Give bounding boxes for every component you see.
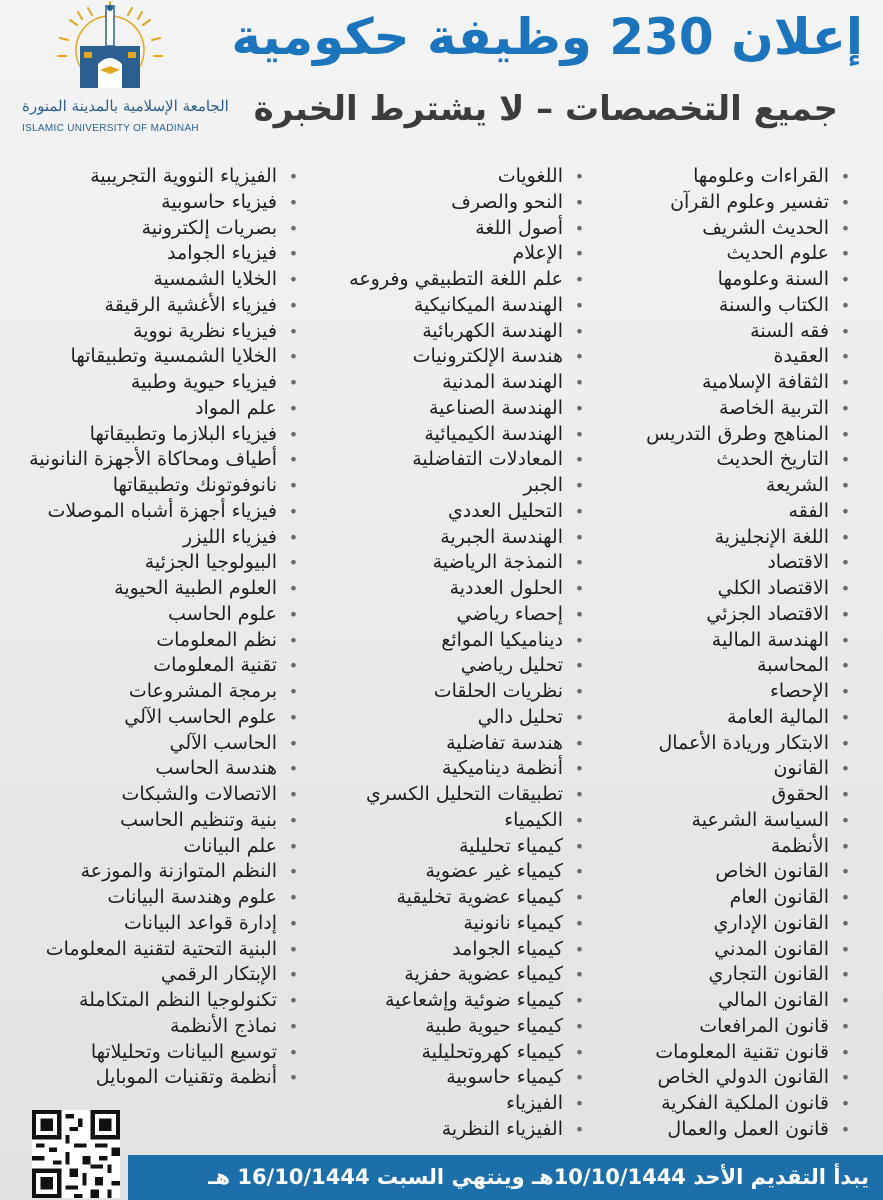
list-item: • القانون الإداري	[593, 911, 853, 937]
list-item: • إدارة قواعد البيانات	[5, 911, 301, 937]
list-item: • الإعلام	[287, 241, 587, 267]
list-item: • تحليل رياضي	[287, 653, 587, 679]
list-item: • القانون	[593, 756, 853, 782]
list-item: • برمجة المشروعات	[5, 679, 301, 705]
list-item: • الإحصاء	[593, 679, 853, 705]
specializations-column-left	[5, 164, 301, 1091]
list-item: • الحاسب الآلي	[5, 731, 301, 757]
list-item: • علم المواد	[5, 396, 301, 422]
list-item: • هندسة الحاسب	[5, 756, 301, 782]
list-item: • كيمياء كهروتحليلية	[287, 1040, 587, 1066]
qr-code-icon[interactable]	[32, 1110, 120, 1198]
list-item: • تفسير وعلوم القرآن	[593, 190, 853, 216]
list-item: • تحليل دالي	[287, 705, 587, 731]
list-item: • الحديث الشريف	[593, 216, 853, 242]
list-item: • هندسة الإلكترونيات	[287, 344, 587, 370]
list-item: • المعادلات التفاضلية	[287, 447, 587, 473]
list-item: • فيزياء نظرية نووية	[5, 319, 301, 345]
list-item: • السياسة الشرعية	[593, 808, 853, 834]
list-item: • فقه السنة	[593, 319, 853, 345]
list-item: • كيمياء الجوامد	[287, 937, 587, 963]
list-item: • تكنولوجيا النظم المتكاملة	[5, 988, 301, 1014]
list-item: • السنة وعلومها	[593, 267, 853, 293]
list-item: • الهندسة المدنية	[287, 370, 587, 396]
list-item: • تقنية المعلومات	[5, 653, 301, 679]
list-item: • الهندسة الكهربائية	[287, 319, 587, 345]
list-item: • التحليل العددي	[287, 499, 587, 525]
list-item: • القانون المالي	[593, 988, 853, 1014]
list-item: • البيولوجيا الجزئية	[5, 550, 301, 576]
list-item: • المالية العامة	[593, 705, 853, 731]
list-item: • قانون المرافعات	[593, 1014, 853, 1040]
university-logo	[22, 0, 229, 150]
list-item: • قانون الملكية الفكرية	[593, 1091, 853, 1117]
list-item: • التربية الخاصة	[593, 396, 853, 422]
list-item: • كيمياء غير عضوية	[287, 859, 587, 885]
list-item: • علم اللغة التطبيقي وفروعه	[287, 267, 587, 293]
list-item: • القانون الخاص	[593, 859, 853, 885]
list-item: • الاقتصاد الجزئي	[593, 602, 853, 628]
list-item: • بصريات إلكترونية	[5, 216, 301, 242]
list-item: • فيزياء البلازما وتطبيقاتها	[5, 422, 301, 448]
list-item: • كيمياء حاسوبية	[287, 1065, 587, 1091]
list-item: • القراءات وعلومها	[593, 164, 853, 190]
list-item: • أطياف ومحاكاة الأجهزة النانونية	[5, 447, 301, 473]
specializations-column-right	[593, 164, 853, 1143]
list-item: • إحصاء رياضي	[287, 602, 587, 628]
list-item: • القانون الدولي الخاص	[593, 1065, 853, 1091]
list-item: • النمذجة الرياضية	[287, 550, 587, 576]
list-item: • أنظمة وتقنيات الموبايل	[5, 1065, 301, 1091]
list-item: • نظم المعلومات	[5, 628, 301, 654]
list-item: • فيزياء الليزر	[5, 525, 301, 551]
list-item: • الفقه	[593, 499, 853, 525]
page-title: إعلان 230 وظيفة حكومية	[231, 8, 863, 66]
list-item: • علوم وهندسة البيانات	[5, 885, 301, 911]
list-item: • الهندسة الميكانيكية	[287, 293, 587, 319]
list-item: • كيمياء تحليلية	[287, 834, 587, 860]
list-item: • المحاسبة	[593, 653, 853, 679]
list-item: • الإبتكار الرقمي	[5, 962, 301, 988]
list-item: • الخلايا الشمسية وتطبيقاتها	[5, 344, 301, 370]
list-item: • القانون المدني	[593, 937, 853, 963]
list-item: • أصول اللغة	[287, 216, 587, 242]
list-item: • النحو والصرف	[287, 190, 587, 216]
specializations-column-middle	[287, 164, 587, 1143]
list-item: • التاريخ الحديث	[593, 447, 853, 473]
list-item: • الهندسة المالية	[593, 628, 853, 654]
list-item: • فيزياء حيوية وطبية	[5, 370, 301, 396]
list-item: • العقيدة	[593, 344, 853, 370]
list-item: • قانون تقنية المعلومات	[593, 1040, 853, 1066]
list-item: • اللغويات	[287, 164, 587, 190]
list-item: • أنظمة ديناميكية	[287, 756, 587, 782]
university-name-en: ISLAMIC UNIVERSITY OF MADINAH	[22, 123, 199, 134]
list-item: • الابتكار وريادة الأعمال	[593, 731, 853, 757]
list-item: • نانوفوتونك وتطبيقاتها	[5, 473, 301, 499]
list-item: • فيزياء أجهزة أشباه الموصلات	[5, 499, 301, 525]
list-item: • الجبر	[287, 473, 587, 499]
list-item: • كيمياء عضوية تخليقية	[287, 885, 587, 911]
list-item: • الاتصالات والشبكات	[5, 782, 301, 808]
list-item: • نظريات الحلقات	[287, 679, 587, 705]
list-item: • توسيع البيانات وتحليلاتها	[5, 1040, 301, 1066]
list-item: • الهندسة الصناعية	[287, 396, 587, 422]
list-item: • الحقوق	[593, 782, 853, 808]
list-item: • الفيزياء	[287, 1091, 587, 1117]
list-item: • الفيزياء النظرية	[287, 1117, 587, 1143]
list-item: • علم البيانات	[5, 834, 301, 860]
university-name-ar: الجامعة الإسلامية بالمدينة المنورة	[22, 97, 229, 115]
list-item: • الخلايا الشمسية	[5, 267, 301, 293]
list-item: • الثقافة الإسلامية	[593, 370, 853, 396]
list-item: • الاقتصاد	[593, 550, 853, 576]
application-dates-banner: يبدأ التقديم الأحد 10/10/1444هـ وينتهي السبت 16/10/1444 هـ	[128, 1155, 883, 1200]
list-item: • الكتاب والسنة	[593, 293, 853, 319]
list-item: • الاقتصاد الكلي	[593, 576, 853, 602]
list-item: • هندسة تفاضلية	[287, 731, 587, 757]
list-item: • بنية وتنظيم الحاسب	[5, 808, 301, 834]
list-item: • النظم المتوازنة والموزعة	[5, 859, 301, 885]
list-item: • كيمياء عضوية حفزية	[287, 962, 587, 988]
list-item: • فيزياء الجوامد	[5, 241, 301, 267]
list-item: • كيمياء ضوئية وإشعاعية	[287, 988, 587, 1014]
list-item: • الهندسة الكيميائية	[287, 422, 587, 448]
list-item: • الفيزياء النووية التجريبية	[5, 164, 301, 190]
list-item: • المناهج وطرق التدريس	[593, 422, 853, 448]
list-item: • علوم الحاسب	[5, 602, 301, 628]
list-item: • القانون التجاري	[593, 962, 853, 988]
list-item: • قانون العمل والعمال	[593, 1117, 853, 1143]
list-item: • القانون العام	[593, 885, 853, 911]
list-item: • كيمياء نانونية	[287, 911, 587, 937]
list-item: • علوم الحديث	[593, 241, 853, 267]
list-item: • الحلول العددية	[287, 576, 587, 602]
list-item: • الأنظمة	[593, 834, 853, 860]
list-item: • العلوم الطبية الحيوية	[5, 576, 301, 602]
page-subtitle: جميع التخصصات – لا يشترط الخبرة	[253, 89, 838, 129]
list-item: • كيمياء حيوية طبية	[287, 1014, 587, 1040]
list-item: • البنية التحتية لتقنية المعلومات	[5, 937, 301, 963]
list-item: • فيزياء حاسوبية	[5, 190, 301, 216]
list-item: • اللغة الإنجليزية	[593, 525, 853, 551]
university-emblem-icon	[50, 0, 170, 96]
list-item: • ديناميكيا الموائع	[287, 628, 587, 654]
list-item: • الهندسة الجبرية	[287, 525, 587, 551]
list-item: • تطبيقات التحليل الكسري	[287, 782, 587, 808]
list-item: • الكيمياء	[287, 808, 587, 834]
list-item: • علوم الحاسب الآلي	[5, 705, 301, 731]
list-item: • الشريعة	[593, 473, 853, 499]
list-item: • نماذج الأنظمة	[5, 1014, 301, 1040]
list-item: • فيزياء الأغشية الرقيقة	[5, 293, 301, 319]
